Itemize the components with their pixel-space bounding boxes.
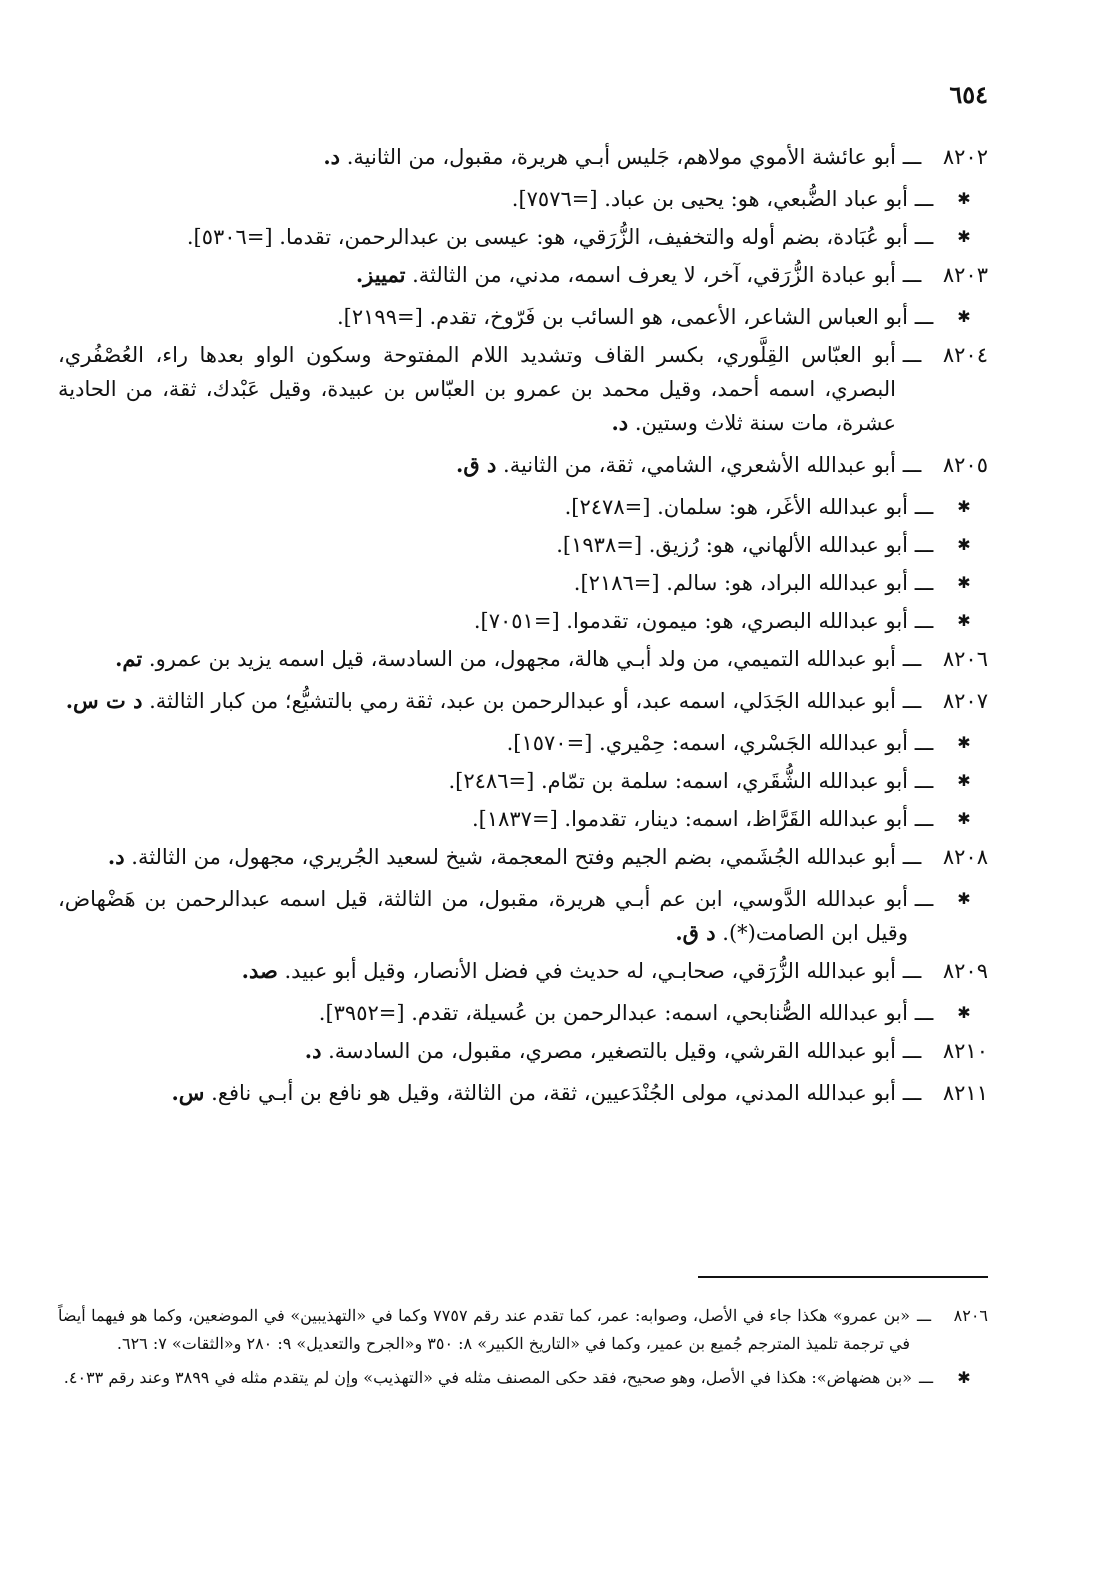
entry-text [58,338,896,440]
entry-number: ٨٢٠٨ [942,845,988,869]
dash-separator: ـــ [902,647,922,671]
asterisk-icon: ✱ [957,809,971,828]
entry-body: أبو عائشة الأموي مولاهم، جَليس أبـي هريرة، مقبول، من الثانية. [346,145,896,169]
entry-body: أبو عبدالله الأغَر، هو: سلمان. [=٢٤٧٨]. [564,495,908,519]
source-code: د. [304,1038,322,1063]
dash-separator: ـــ [914,305,934,329]
biography-entry [58,1034,988,1068]
entry-number: ٨٢٠٧ [942,689,988,713]
cross-reference-entry [58,604,988,638]
entry-text [58,1034,896,1068]
entry-text [58,528,908,562]
dash-separator: ـــ [902,689,922,713]
cross-reference-entry [58,300,988,334]
asterisk-icon: ✱ [957,535,971,554]
dash-separator: ـــ [902,959,922,983]
dash-separator: ـــ [916,1306,932,1325]
entry-text [58,764,908,798]
entry-text [58,726,908,760]
entry-text [58,604,908,638]
cross-reference-entry [58,528,988,562]
dash-separator: ـــ [918,1368,934,1387]
entry-text [58,258,896,292]
entry-number: ٨٢٠٥ [942,453,988,477]
entry-body: أبو عبدالله المدني، مولى الجُنْدَعيين، ثقة، من الثالثة، وقيل هو نافع بن أبـي نافع. [211,1081,896,1105]
biography-entry [58,840,988,874]
cross-reference-entry [58,726,988,760]
footnote-text [58,1364,912,1392]
source-code: تمييز. [355,262,406,287]
entry-number: ٨٢٠٤ [942,343,988,367]
entry-text [58,220,908,254]
dash-separator: ـــ [902,1039,922,1063]
entry-body: أبو عبدالله البصري، هو: ميمون، تقدموا. [=٧٠٥١]. [473,609,908,633]
entry-body: أبو عبدالله الجُشَمي، بضم الجيم وفتح المعجمة، شيخ لسعيد الجُريري، مجهول، من الثالثة. [131,845,896,869]
dash-separator: ـــ [914,731,934,755]
asterisk-icon: ✱ [957,771,971,790]
source-code: د. [107,844,125,869]
entry-number: ٨٢٠٣ [942,263,988,287]
dash-separator: ـــ [914,571,934,595]
entry-body: أبو عبدالله الدَّوسي، ابن عم أبـي هريرة، مقبول، من الثالثة، قيل اسمه عبدالرحمن بن هَضْهاض، وقيل ابن الصامت(*). [58,887,908,945]
entry-text [58,882,908,950]
source-code: د ق. [675,920,716,945]
entry-text [58,642,896,676]
entry-number: ٨٢٠٦ [942,647,988,671]
asterisk-icon: ✱ [957,611,971,630]
source-code: س. [171,1080,205,1105]
cross-reference-entry [58,882,988,950]
entry-text [58,182,908,216]
entry-body: أبو عبدالله الجَسْري، اسمه: حِمْيري. [=١٥٧٠]. [506,731,908,755]
dash-separator: ـــ [914,1001,934,1025]
entry-text [58,448,896,482]
entry-body: «بن هضهاض»: هكذا في الأصل، وهو صحيح، فقد حكى المصنف مثله في «التهذيب» وإن لم يتقدم مثله في ٣٨٩٩ وعند رقم ٤٠٣٣. [63,1368,912,1387]
entry-body: أبو العبّاس القِلَّوري، بكسر القاف وتشديد اللام المفتوحة وسكون الواو بعدها راء، العُصْفُري، البصري، اسمه أحمد، وقيل محمد بن عمرو بن العبّاس بن عبيدة، وقيل عَبْدك، ثقة، من الحادية عشرة، مات سنة ثلاث وستين. [58,343,896,435]
entry-text [58,996,908,1030]
entry-number: ٨٢١٠ [942,1039,988,1063]
asterisk-icon: ✱ [957,1368,971,1387]
source-code: د. [611,410,629,435]
dash-separator: ـــ [902,263,922,287]
asterisk-icon: ✱ [957,733,971,752]
entry-text [58,490,908,524]
entry-body: أبو عبادة الزُّرَقي، آخر، لا يعرف اسمه، مدني، من الثالثة. [412,263,896,287]
asterisk-icon: ✱ [957,1003,971,1022]
page-number: ٦٥٤ [949,80,988,109]
dash-separator: ـــ [914,769,934,793]
asterisk-icon: ✱ [957,497,971,516]
cross-reference-entry [58,764,988,798]
dash-separator: ـــ [902,343,922,367]
biography-entry [58,448,988,482]
dash-separator: ـــ [902,845,922,869]
biography-entry [58,338,988,440]
entry-body: أبو عبدالله الأشعري، الشامي، ثقة، من الثانية. [503,453,896,477]
asterisk-icon: ✱ [957,227,971,246]
cross-reference-entry [58,220,988,254]
entry-number: ٨٢٠٢ [942,145,988,169]
footnote-divider [698,1276,988,1278]
dash-separator: ـــ [914,225,934,249]
asterisk-icon: ✱ [957,573,971,592]
biography-entry [58,642,988,676]
footnotes-list [58,1302,988,1398]
entry-body: أبو عبدالله التميمي، من ولد أبـي هالة، مجهول، من السادسة، قيل اسمه يزيد بن عمرو. [148,647,896,671]
entry-body: أبو عُبَادة، بضم أوله والتخفيف، الزُّرَقي، هو: عيسى بن عبدالرحمن، تقدما. [=٥٣٠٦]. [186,225,908,249]
entries-list [58,140,988,1118]
biography-entry [58,140,988,174]
entry-body: أبو عبدالله الصُّنابحي، اسمه: عبدالرحمن بن عُسيلة، تقدم. [=٣٩٥٢]. [318,1001,908,1025]
dash-separator: ـــ [914,807,934,831]
asterisk-icon: ✱ [957,307,971,326]
entry-number: ٨٢٠٩ [942,959,988,983]
entry-body: «بن عمرو» هكذا جاء في الأصل، وصوابه: عمر، كما تقدم عند رقم ٧٧٥٧ وكما في «التهذيبين» في الموضعين، وكما هو فيهما أيضاً في ترجمة تلميذ المترجم جُميع بن عمير، وكما في «التاريخ الكبير» ٨: ٣٥٠ و«الجرح والتعديل» ٩: ٢٨٠ و«الثقات» ٧: ٦٢٦. [58,1306,911,1353]
entry-body: أبو عبدالله القرشي، وقيل بالتصغير، مصري، مقبول، من السادسة. [328,1039,896,1063]
dash-separator: ـــ [902,145,922,169]
dash-separator: ـــ [914,609,934,633]
entry-body: أبو عبدالله الجَدَلي، اسمه عبد، أو عبدالرحمن بن عبد، ثقة رمي بالتشيُّع؛ من كبار الثالثة. [149,689,896,713]
cross-reference-entry [58,490,988,524]
entry-text [58,684,896,718]
entry-text [58,954,896,988]
source-code: د ت س. [65,688,143,713]
dash-separator: ـــ [914,887,934,911]
biography-entry [58,1076,988,1110]
biography-entry [58,684,988,718]
source-code: د ق. [456,452,497,477]
cross-reference-entry [58,182,988,216]
asterisk-icon: ✱ [957,189,971,208]
source-code: صد. [241,958,278,983]
cross-reference-entry [58,996,988,1030]
entry-text [58,802,908,836]
entry-body: أبو عبدالله الألهاني، هو: رُزيق. [=١٩٣٨]. [556,533,908,557]
footnote-text [58,1302,910,1358]
entry-body: أبو عبدالله البراد، هو: سالم. [=٢١٨٦]. [573,571,908,595]
biography-entry [58,954,988,988]
entry-number: ٨٢١١ [942,1081,988,1105]
cross-reference-entry [58,566,988,600]
entry-body: أبو العباس الشاعر، الأعمى، هو السائب بن فَرّوخ، تقدم. [=٢١٩٩]. [336,305,908,329]
footnote-item [58,1364,988,1392]
dash-separator: ـــ [902,1081,922,1105]
dash-separator: ـــ [914,533,934,557]
source-code: تم. [115,646,143,671]
entry-text [58,1076,896,1110]
source-code: د. [323,144,341,169]
entry-text [58,140,896,174]
entry-body: أبو عبدالله القَرَّاظ، اسمه: دينار، تقدموا. [=١٨٣٧]. [471,807,908,831]
asterisk-icon: ✱ [957,889,971,908]
entry-text [58,300,908,334]
footnote-item [58,1302,988,1358]
entry-text [58,566,908,600]
entry-body: أبو عباد الضُّبعي، هو: يحيى بن عباد. [=٧٥٧٦]. [511,187,908,211]
footnote-number: ٨٢٠٦ [953,1306,988,1325]
dash-separator: ـــ [914,495,934,519]
entry-body: أبو عبدالله الزُّرَقي، صحابـي، له حديث في فضل الأنصار، وقيل أبو عبيد. [284,959,896,983]
dash-separator: ـــ [914,187,934,211]
biography-entry [58,258,988,292]
cross-reference-entry [58,802,988,836]
entry-text [58,840,896,874]
dash-separator: ـــ [902,453,922,477]
entry-body: أبو عبدالله الشُّقَري، اسمه: سلمة بن تمّام. [=٢٤٨٦]. [448,769,908,793]
